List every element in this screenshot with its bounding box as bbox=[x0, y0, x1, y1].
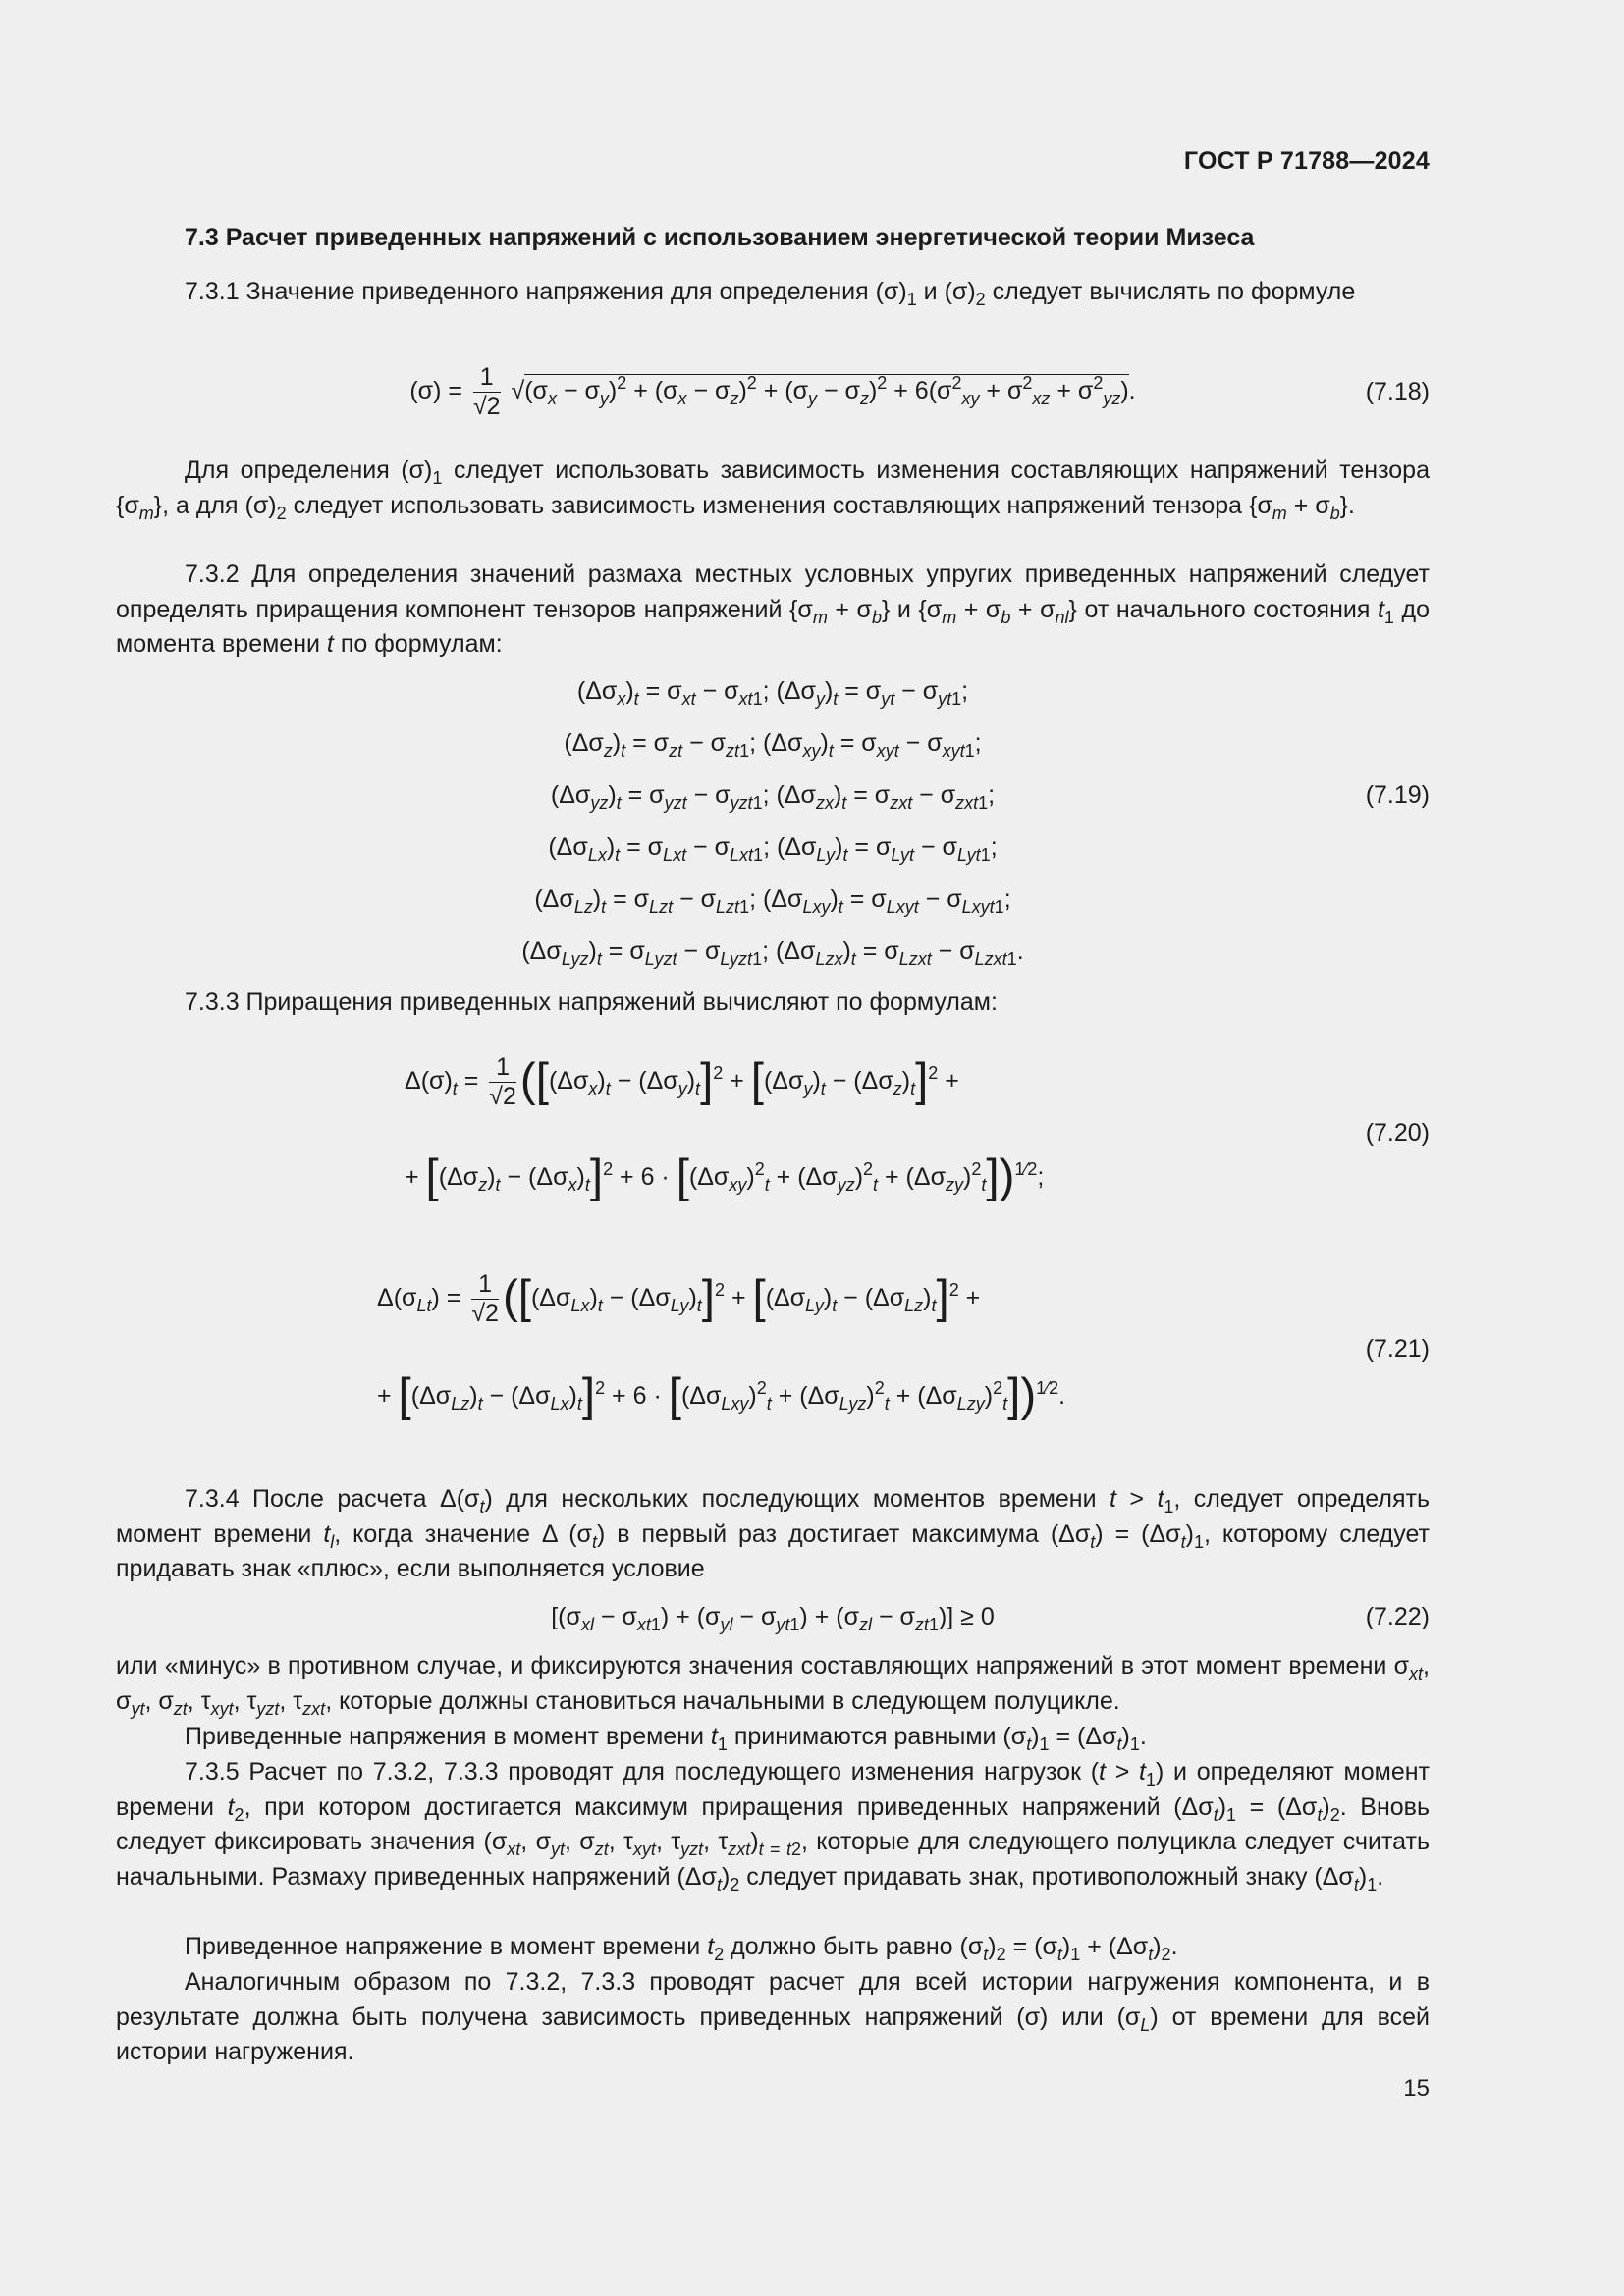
equation-7-20-line-2: + $[(\Delta\sigma_z)_t - (\Delta\sigma_x)_t]^2 + 6 \cdot [(\Delta\sigma_{xy})^2_t + (\Delta\sigma_{yz})^2_t + (\Delta\sigma_{zy})^2_t])^{1⁄2}$; bbox=[405, 1150, 1045, 1203]
equation-7-19-line-5: $(\Delta\sigma_{Lz})_t = \sigma_{Lzt} - \sigma_{Lzt1}$; $(\Delta\sigma_{Lxy})_t = \sigma_{Lxyt} - \sigma_{Lxyt1}$; bbox=[534, 885, 1011, 917]
equation-number: (7.18) bbox=[1365, 378, 1430, 405]
equation-7-21-line-1: $\Delta(\sigma_{Lt})$ = $\frac{1}{√2}$ ($[(\Delta\sigma_{Lx})_t - (\Delta\sigma_{Ly})_t]^2 + [(\Delta\sigma_{Ly})_t - (\Delta\sigma_{Lz})_t]^2$ + bbox=[377, 1270, 981, 1327]
equation-7-19-line-2: $(\Delta\sigma_z)_t = \sigma_{zt} - \sigma_{zt1}$; $(\Delta\sigma_{xy})_t = \sigma_{xyt} - \sigma_{xyt1}$; bbox=[564, 729, 982, 761]
equation-7-19-line-4: $(\Delta\sigma_{Lx})_t = \sigma_{Lxt} - \sigma_{Lxt1}$; $(\Delta\sigma_{Ly})_t = \sigma_{Lyt} - \sigma_{Lyt1}$; bbox=[548, 833, 998, 865]
paragraph-time-t2: Приведенное напряжение в момент времени $t_2$ должно быть равно $(\sigma_t)_2 = (\sigma_t)_1 + (\Delta\sigma_t)_2$. bbox=[185, 1933, 1178, 1964]
section-title: 7.3 Расчет приведенных напряжений с использованием энергетической теории Мизеса bbox=[185, 224, 1255, 251]
equation-number: (7.21) bbox=[1365, 1335, 1430, 1362]
paragraph-final: Аналогичным образом по 7.3.2, 7.3.3 проводят расчет для всей истории нагружения компонента, и в результате должна быть получена зависимость приведенных напряжений (σ) или $(\sigma_L)$ от времени для всей истории нагружения. bbox=[116, 1968, 1430, 2065]
equation-7-19-line-3: $(\Delta\sigma_{yz})_t = \sigma_{yzt} - \sigma_{yzt1}$; $(\Delta\sigma_{zx})_t = \sigma_{zxt} - \sigma_{zxt1}$; bbox=[550, 781, 996, 813]
equation-7-21-line-2: + $[(\Delta\sigma_{Lz})_t - (\Delta\sigma_{Lx})_t]^2 + 6 \cdot [(\Delta\sigma_{Lxy})^2_t + (\Delta\sigma_{Lyz})^2_t + (\Delta\sigma_{Lzy})^2_t])^{1⁄2}$. bbox=[377, 1369, 1066, 1422]
equation-7-20-line-1: $\Delta(\sigma)_t$ = $\frac{1}{√2}$ ($[(\Delta\sigma_x)_t - (\Delta\sigma_y)_t]^2 + [(\Delta\sigma_y)_t - (\Delta\sigma_z)_t]^2$ + bbox=[405, 1053, 959, 1110]
equation-7-22: $[(\sigma_{xl} - \sigma_{xt1}) + (\sigma_{yl} - \sigma_{yt1}) + (\sigma_{zl} - \sigma_{zt1})] \ge 0$ bbox=[551, 1603, 995, 1634]
page-number: 15 bbox=[1403, 2075, 1430, 2102]
paragraph-7-3-3: 7.3.3 Приращения приведенных напряжений вычисляют по формулам: bbox=[185, 988, 998, 1016]
equation-7-18: (σ) = $\frac{1}{√2}$ $√(\sigma_x - \sigma_y)^2 + (\sigma_x - \sigma_z)^2 + (\sigma_y - \sigma_z)^2 + 6(\sigma^2_{xy} + \sigma^2_{xz} + \sigma^2_{yz})$. bbox=[409, 363, 1136, 420]
paragraph-7-3-4: 7.3.4 После расчета $\Delta(\sigma_t)$ для нескольких последующих моментов времени $t > t_1$, следует определять момент времени $t_l$, когда значение Δ $(\sigma_t)$ в первый раз достигает максимума $(\Delta\sigma_t) = (\Delta\sigma_t)_1$, которому следует придавать знак «плюс», если выполняется условие bbox=[116, 1485, 1431, 1582]
equation-number: (7.19) bbox=[1365, 781, 1430, 809]
paragraph-after-7-22: или «минус» в противном случае, и фиксируются значения составляющих напряжений в этот момент времени $\sigma_{xt}$, $\sigma_{yt}$, $\sigma_{zt}$, $\tau_{xyt}$, $\tau_{yzt}$, $\tau_{zxt}$, которые должны становиться начальными в следующем полуцикле. bbox=[116, 1652, 1430, 1719]
paragraph-initial-values: Приведенные напряжения в момент времени $t_1$ принимаются равными $(\sigma_t)_1 = (\Delta\sigma_t)_1$. bbox=[185, 1723, 1147, 1754]
equation-7-19-line-6: $(\Delta\sigma_{Lyz})_t = \sigma_{Lyzt} - \sigma_{Lyzt1}$; $(\Delta\sigma_{Lzx})_t = \sigma_{Lzxt} - \sigma_{Lzxt1}$. bbox=[521, 937, 1024, 969]
paragraph-tensor-usage: Для определения $(\sigma)_1$ следует использовать зависимость изменения составляющих напряжений тензора $\{\sigma_m\}$, а для $(\sigma)_2$ следует использовать зависимость изменения составляющих напряжений тензора $\{\sigma_m + \sigma_b\}$. bbox=[116, 456, 1430, 523]
paragraph-7-3-2: 7.3.2 Для определения значений размаха местных условных упругих приведенных напряжений следует определять приращения компонент тензоров напряжений $\{\sigma_m + \sigma_b\}$ и $\{\sigma_m + \sigma_b + \sigma_{nl}\}$ от начального состояния $t_1$ до момента времени t по формулам: bbox=[116, 561, 1430, 658]
paragraph-7-3-5: 7.3.5 Расчет по 7.3.2, 7.3.3 проводят для последующего изменения нагрузок $(t > t_1)$ и определяют момент времени $t_2$, при котором достигается максимум приращения приведенных напряжений $(\Delta\sigma_t)_1 = (\Delta\sigma_t)_2$. Вновь следует фиксировать значения ($\sigma_{xt}$, $\sigma_{yt}$, $\sigma_{zt}$, $\tau_{xyt}$, $\tau_{yzt}$, $\tau_{zxt})_{t = t2}$, которые для следующего полуцикла следует считать начальными. Размаху приведенных напряжений $(\Delta\sigma_t)_2$ следует придавать знак, противоположный знаку $(\Delta\sigma_t)_1$. bbox=[116, 1758, 1430, 1895]
document-code: ГОСТ Р 71788—2024 bbox=[1183, 147, 1430, 175]
paragraph-7-3-1: 7.3.1 Значение приведенного напряжения для определения $(\sigma)_1$ и $(\sigma)_2$ следует вычислять по формуле bbox=[185, 278, 1356, 309]
equation-number: (7.22) bbox=[1365, 1603, 1430, 1630]
equation-7-19-line-1: $(\Delta\sigma_x)_t = \sigma_{xt} - \sigma_{xt1}$; $(\Delta\sigma_y)_t = \sigma_{yt} - \sigma_{yt1}$; bbox=[576, 677, 969, 709]
equation-number: (7.20) bbox=[1365, 1119, 1430, 1147]
